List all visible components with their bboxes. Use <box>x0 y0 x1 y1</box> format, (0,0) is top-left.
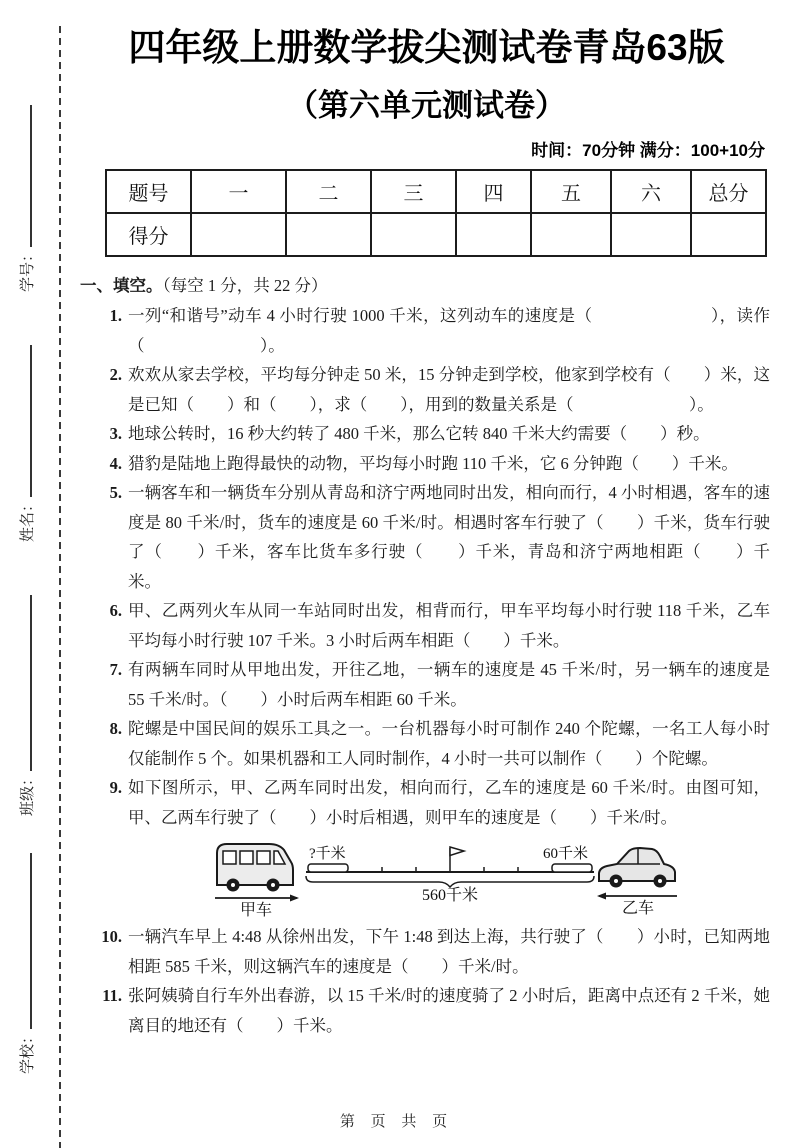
question-item <box>80 301 770 360</box>
score-table-col: 总分 <box>691 170 766 213</box>
sidebar-field-name <box>16 345 38 542</box>
right-segment-marker <box>552 864 592 872</box>
question-number: 5. <box>109 483 122 502</box>
bus-direction-arrow <box>215 895 299 902</box>
score-table-col: 五 <box>531 170 611 213</box>
sidebar-field-blank-line <box>16 595 32 771</box>
question-text: 地球公转时，16 秒大约转了 480 千米，那么它转 840 千米大约需要（ ）秒。 <box>128 424 710 443</box>
question-number: 4. <box>109 453 122 473</box>
sidebar-field-class <box>16 595 38 816</box>
question-number: 9. <box>109 778 122 797</box>
question-item <box>80 478 770 596</box>
section-heading-label: 一、填空。 <box>80 276 163 295</box>
question-9-diagram <box>210 836 682 920</box>
score-table-header-row <box>106 170 766 213</box>
score-cell-empty <box>531 213 611 256</box>
car-direction-arrow <box>597 893 677 900</box>
section-heading-note: （每空 1 分，共 22 分） <box>162 276 328 295</box>
score-table-col: 二 <box>286 170 371 213</box>
sidebar-field-blank-line <box>16 345 32 497</box>
sidebar-field-student-id <box>16 105 38 292</box>
question-item <box>80 714 770 773</box>
question-text: 陀螺是中国民间的娱乐工具之一。一台机器每小时可制作 240 个陀螺，一名工人每小时仅能制作 5 个。如果机器和工人同时制作，4 小时一共可以制作（ ）个陀螺。 <box>128 719 770 768</box>
sidebar-field-blank-line <box>16 105 32 247</box>
exam-info: 时间：70分钟 满分：100+10分 <box>531 141 765 160</box>
score-table-col: 四 <box>456 170 531 213</box>
right-vehicle-label: 乙车 <box>621 900 655 917</box>
sidebar-field-label: 姓名： <box>20 496 36 542</box>
sidebar-field-school <box>16 853 38 1074</box>
question-text: 有两辆车同时从甲地出发，开往乙地，一辆车的速度是 45 千米/时，另一辆车的速度是 55 千米/时。（ ）小时后两车相距 60 千米。 <box>128 660 770 709</box>
left-vehicle-label: 甲车 <box>239 902 273 919</box>
score-table-col: 三 <box>371 170 456 213</box>
question-number: 1. <box>109 306 122 325</box>
left-segment-label: ?千米 <box>309 846 346 862</box>
question-number: 11. <box>102 986 122 1005</box>
sidebar-field-label: 班级： <box>20 770 36 816</box>
bus-icon <box>217 844 293 892</box>
car-icon <box>599 848 675 888</box>
question-item <box>80 419 770 449</box>
question-item <box>80 449 770 479</box>
question-text: 一辆客车和一辆货车分别从青岛和济宁两地同时出发，相向而行，4 小时相遇，客车的速度是 80 千米/时，货车的速度是 60 千米/时。相遇时客车行驶了（ ）千米，货车行驶了（ ）千米，客车比货车多行驶（ ）千米，青岛和济宁两地相距（ ）千米。 <box>128 483 770 591</box>
question-number: 6. <box>109 601 122 620</box>
paper-page <box>60 26 793 1040</box>
score-cell-empty <box>371 213 456 256</box>
score-cell-empty <box>691 213 766 256</box>
question-text: 一列“和谐号”动车 4 小时行驶 1000 千米，这列动车的速度是（ ），读作（ ）。 <box>128 306 770 355</box>
section-heading <box>80 273 793 298</box>
score-table-col: 一 <box>191 170 286 213</box>
sidebar-field-label: 学号： <box>20 246 36 292</box>
question-item <box>80 655 770 714</box>
total-distance-label: 560千米 <box>421 887 479 904</box>
question-number: 2. <box>109 365 122 384</box>
sidebar-field-blank-line <box>16 853 32 1029</box>
score-table-score-row <box>106 213 766 256</box>
question-item <box>80 360 770 419</box>
score-cell-empty <box>611 213 691 256</box>
sidebar-field-label: 学校： <box>20 1028 36 1074</box>
fill-in-blank-question-list <box>80 301 770 1040</box>
question-text: 一辆汽车早上 4:48 从徐州出发，下午 1:48 到达上海，共行驶了（ ）小时，已知两地相距 585 千米，则这辆汽车的速度是（ ）千米/时。 <box>128 927 770 976</box>
question-text: 甲、乙两列火车从同一车站同时出发，相背而行，甲车平均每小时行驶 118 千米，乙车平均每小时行驶 107 千米。3 小时后两车相距（ ）千米。 <box>128 601 770 650</box>
score-cell-empty <box>286 213 371 256</box>
question-number: 10. <box>101 927 122 946</box>
question-item <box>80 773 770 832</box>
page-title: 四年级上册数学拔尖测试卷青岛63版 <box>128 27 725 68</box>
question-text: 张阿姨骑自行车外出春游，以 15 千米/时的速度骑了 2 小时后，距离中点还有 2 千米，她离目的地还有（ ）千米。 <box>128 986 770 1035</box>
score-table-col: 六 <box>611 170 691 213</box>
meeting-flag-icon <box>450 847 464 872</box>
score-table-score-label: 得分 <box>106 213 191 256</box>
right-segment-label: 60千米 <box>543 846 589 862</box>
score-table <box>105 169 767 257</box>
question-number: 3. <box>109 424 122 443</box>
question-text: 如下图所示，甲、乙两车同时出发，相向而行，乙车的速度是 60 千米/时。由图可知，甲、乙两车行驶了（ ）小时后相遇，则甲车的速度是（ ）千米/时。 <box>128 778 770 827</box>
question-text: 欢欢从家去学校，平均每分钟走 50 米，15 分钟走到学校，他家到学校有（ ）米，这是已知（ ）和（ ），求（ ），用到的数量关系是（ ）。 <box>128 365 770 414</box>
question-number: 7. <box>109 660 122 679</box>
page-subtitle: （第六单元测试卷） <box>287 88 566 123</box>
score-table-corner-cell: 题号 <box>106 170 191 213</box>
question-item <box>80 596 770 655</box>
question-text: 猎豹是陆地上跑得最快的动物，平均每小时跑 110 千米，它 6 分钟跑（ ）千米。 <box>128 453 738 473</box>
question-number: 8. <box>109 719 122 738</box>
page-footer: 第 页 共 页 <box>339 1114 454 1130</box>
left-segment-marker <box>308 864 348 872</box>
question-item <box>80 981 770 1040</box>
question-item <box>80 922 770 981</box>
score-cell-empty <box>191 213 286 256</box>
binding-dashed-line <box>59 26 61 1148</box>
score-cell-empty <box>456 213 531 256</box>
total-distance-brace <box>306 876 594 887</box>
